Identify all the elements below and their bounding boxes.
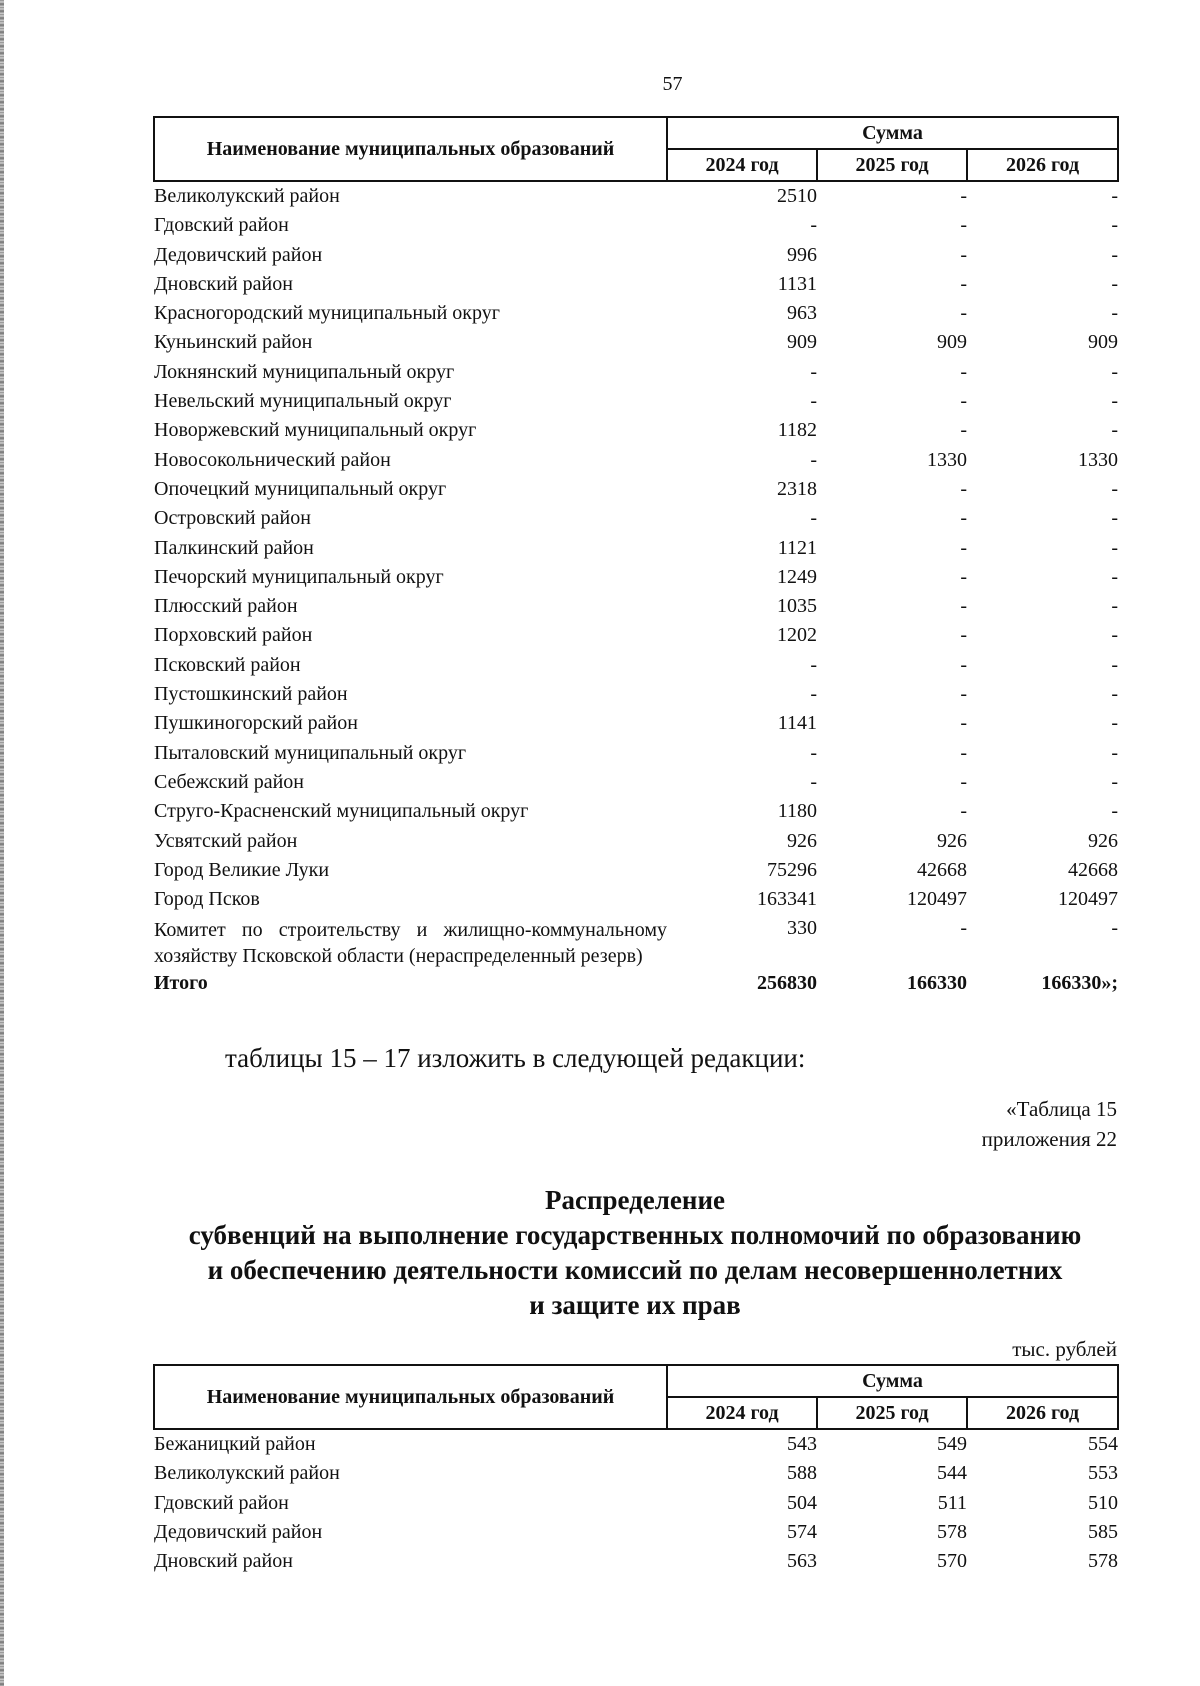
value-2026: - (1111, 243, 1119, 266)
row-name: Дновский район (154, 1550, 293, 1573)
row-name: Плюсский район (154, 595, 298, 618)
value-2025: - (960, 477, 967, 500)
row-name: Итого (154, 972, 208, 995)
value-2026: - (1111, 595, 1119, 618)
column-header-2024: 2024 год (667, 149, 817, 181)
value-2025: - (960, 419, 967, 442)
table-row (154, 856, 1118, 885)
row-name: Пыталовский муниципальный округ (154, 741, 467, 764)
row-name: Пушкиногорский район (154, 712, 358, 735)
table-row (154, 739, 1118, 768)
title-line-4: и защите их прав (529, 1290, 741, 1320)
value-2024: 543 (787, 1433, 817, 1455)
row-name: Город Псков (154, 888, 260, 911)
value-2025: - (960, 624, 967, 647)
table-row (154, 797, 1118, 826)
table-row (154, 446, 1118, 475)
value-2024: 163341 (757, 888, 817, 911)
units-label: тыс. рублей (1012, 1337, 1117, 1361)
table-row (154, 358, 1118, 387)
value-2024: - (810, 653, 817, 676)
value-2025: 1330 (927, 448, 967, 471)
table-row (154, 885, 1118, 914)
table-1-body (154, 181, 1118, 999)
value-2025: - (960, 565, 967, 588)
row-name: Великолукский район (154, 185, 340, 207)
row-name: Великолукский район (154, 1462, 340, 1485)
table-row-committee (154, 914, 1118, 969)
row-name: Гдовский район (154, 1491, 289, 1514)
value-2025: 549 (937, 1433, 967, 1455)
table-2-body (154, 1429, 1118, 1576)
value-2026: - (1111, 360, 1119, 383)
table-row (154, 328, 1118, 357)
value-2025: 120497 (907, 888, 967, 911)
value-2026: - (1111, 770, 1119, 793)
value-2024: 2318 (777, 477, 817, 500)
value-2025: - (960, 741, 967, 764)
value-2026: - (1111, 741, 1119, 764)
column-header-2026: 2026 год (967, 149, 1118, 181)
row-name: Струго-Красненский муниципальный округ (154, 800, 529, 823)
value-2025: 166330 (907, 972, 967, 995)
value-2026: - (1111, 302, 1119, 325)
row-name: Бежаницкий район (154, 1433, 316, 1455)
page-number: 57 (662, 73, 683, 95)
table-row-total (154, 969, 1118, 998)
row-name: Куньинский район (154, 331, 313, 354)
value-2026: 926 (1088, 829, 1119, 852)
intro-text: таблицы 15 – 17 изложить в следующей редакции: (225, 1043, 806, 1073)
value-2024: 256830 (757, 972, 817, 995)
value-2024: - (810, 360, 817, 383)
row-name: Дедовичский район (154, 1520, 323, 1543)
value-2025: 926 (937, 829, 967, 852)
value-2025: - (960, 536, 967, 559)
table-row (154, 768, 1118, 797)
column-header-2025: 2025 год (817, 1397, 967, 1429)
value-2024: 909 (787, 331, 817, 354)
column-header-2026: 2026 год (967, 1397, 1118, 1429)
value-2025: - (960, 185, 967, 207)
value-2024: 330 (787, 917, 817, 940)
value-2024: - (810, 448, 817, 471)
table-row (154, 563, 1118, 592)
value-2026: - (1111, 653, 1119, 676)
value-2026: 585 (1088, 1520, 1119, 1543)
value-2026: 909 (1088, 331, 1119, 354)
table-row (154, 387, 1118, 416)
table-2 (153, 1364, 1119, 1576)
value-2026: 578 (1088, 1550, 1119, 1573)
table-row (154, 416, 1118, 445)
value-2025: - (960, 272, 967, 295)
value-2024: 574 (787, 1520, 817, 1543)
row-name: Островский район (154, 507, 311, 530)
table-row (154, 181, 1118, 211)
value-2025: - (960, 595, 967, 618)
value-2026: - (1111, 185, 1119, 207)
value-2024: 1202 (777, 624, 817, 647)
value-2024: 1121 (777, 536, 817, 559)
column-header-2024: 2024 год (667, 1397, 817, 1429)
column-header-sum: Сумма (667, 117, 1118, 149)
value-2026: 166330»; (1041, 972, 1119, 995)
value-2026: - (1111, 507, 1119, 530)
table-reference-line1: «Таблица 15 (1006, 1097, 1117, 1121)
table-row (154, 475, 1118, 504)
value-2025: - (960, 214, 967, 237)
column-header-sum: Сумма (667, 1365, 1118, 1397)
table-row (154, 592, 1118, 621)
row-name: Усвятский район (154, 829, 298, 852)
value-2024: 588 (787, 1462, 817, 1485)
title-line-2: субвенций на выполнение государственных полномочий по образованию (188, 1220, 1082, 1250)
column-header-2025: 2025 год (817, 149, 967, 181)
value-2026: - (1111, 272, 1119, 295)
table-row (154, 270, 1118, 299)
row-name: Псковский район (154, 653, 301, 676)
value-2025: 909 (937, 331, 967, 354)
table-row (154, 651, 1118, 680)
table-1 (153, 116, 1119, 999)
value-2025: 544 (937, 1462, 967, 1485)
title-line-3: и обеспечению деятельности комиссий по делам несовершеннолетних (207, 1255, 1063, 1285)
value-2026: - (1111, 800, 1119, 823)
row-name: Себежский район (154, 770, 304, 793)
value-2025: - (960, 683, 967, 706)
table-row (154, 827, 1118, 856)
row-name: Красногородский муниципальный округ (154, 302, 500, 325)
row-name: Опочецкий муниципальный округ (154, 477, 447, 500)
value-2026: - (1111, 917, 1119, 940)
column-header-name: Наименование муниципальных образований (154, 1365, 667, 1429)
table-row (154, 621, 1118, 650)
value-2025: - (960, 712, 967, 735)
column-header-name: Наименование муниципальных образований (154, 117, 667, 181)
table-row (154, 504, 1118, 533)
table-row (154, 1459, 1118, 1488)
row-name: Палкинский район (154, 536, 314, 559)
value-2025: - (960, 653, 967, 676)
value-2025: - (960, 243, 967, 266)
row-name: Дедовичский район (154, 243, 323, 266)
value-2024: 563 (787, 1550, 817, 1573)
value-2024: 1249 (777, 565, 817, 588)
value-2024: 2510 (777, 185, 817, 207)
value-2026: - (1111, 712, 1119, 735)
value-2025: - (960, 507, 967, 530)
value-2025: - (960, 302, 967, 325)
value-2026: - (1111, 419, 1119, 442)
value-2024: 1141 (777, 712, 817, 735)
value-2026: - (1111, 536, 1119, 559)
value-2026: - (1111, 214, 1119, 237)
value-2025: - (960, 360, 967, 383)
value-2026: 553 (1088, 1462, 1119, 1485)
table-row (154, 1547, 1118, 1576)
value-2025: 570 (937, 1550, 967, 1573)
row-name: Комитет по строительству и жилищно-коммунальному хозяйству Псковской области (нераспределенный резерв) (154, 919, 667, 968)
table-row (154, 709, 1118, 738)
table-1-header (154, 117, 1118, 181)
value-2025: - (960, 770, 967, 793)
value-2026: - (1111, 477, 1119, 500)
value-2024: 1131 (777, 272, 817, 295)
value-2026: - (1111, 624, 1119, 647)
value-2024: - (810, 741, 817, 764)
value-2024: 963 (787, 302, 817, 325)
value-2024: 1180 (777, 800, 817, 823)
value-2025: 578 (937, 1520, 967, 1543)
table-row (154, 680, 1118, 709)
row-name: Локнянский муниципальный округ (154, 360, 455, 383)
table-row (154, 534, 1118, 563)
value-2024: 926 (787, 829, 817, 852)
value-2024: 1182 (777, 419, 817, 442)
row-name: Невельский муниципальный округ (154, 390, 452, 413)
document-title (153, 1183, 1117, 1323)
value-2026: 1330 (1078, 448, 1119, 471)
table-row (154, 299, 1118, 328)
value-2024: - (810, 390, 817, 413)
value-2025: - (960, 390, 967, 413)
value-2026: 510 (1088, 1491, 1119, 1514)
value-2024: - (810, 214, 817, 237)
table-2-header (154, 1365, 1118, 1429)
table-row (154, 241, 1118, 270)
row-name: Новоржевский муниципальный округ (154, 419, 477, 442)
value-2024: - (810, 507, 817, 530)
value-2025: - (960, 800, 967, 823)
row-name: Дновский район (154, 272, 293, 295)
value-2026: 120497 (1058, 888, 1119, 911)
value-2024: 1035 (777, 595, 817, 618)
table-row (154, 1518, 1118, 1547)
value-2024: 75296 (767, 858, 817, 881)
value-2026: 42668 (1068, 858, 1119, 881)
value-2026: - (1111, 683, 1119, 706)
table-row (154, 211, 1118, 240)
row-name: Порховский район (154, 624, 313, 647)
value-2024: - (810, 683, 817, 706)
table-row (154, 1489, 1118, 1518)
value-2026: - (1111, 565, 1119, 588)
value-2024: 996 (787, 243, 817, 266)
table-reference-line2: приложения 22 (981, 1127, 1117, 1151)
scan-edge (0, 0, 4, 1686)
value-2025: 511 (937, 1491, 967, 1514)
row-name: Новосокольнический район (154, 448, 391, 471)
value-2024: - (810, 770, 817, 793)
value-2025: 42668 (917, 858, 967, 881)
value-2026: - (1111, 390, 1119, 413)
value-2026: 554 (1088, 1433, 1119, 1455)
row-name: Печорский муниципальный округ (154, 565, 444, 588)
row-name: Гдовский район (154, 214, 289, 237)
value-2024: 504 (787, 1491, 817, 1514)
table-row (154, 1429, 1118, 1459)
row-name: Город Великие Луки (154, 858, 330, 881)
value-2025: - (960, 917, 967, 940)
row-name: Пустошкинский район (154, 683, 348, 706)
title-line-1: Распределение (544, 1185, 726, 1215)
